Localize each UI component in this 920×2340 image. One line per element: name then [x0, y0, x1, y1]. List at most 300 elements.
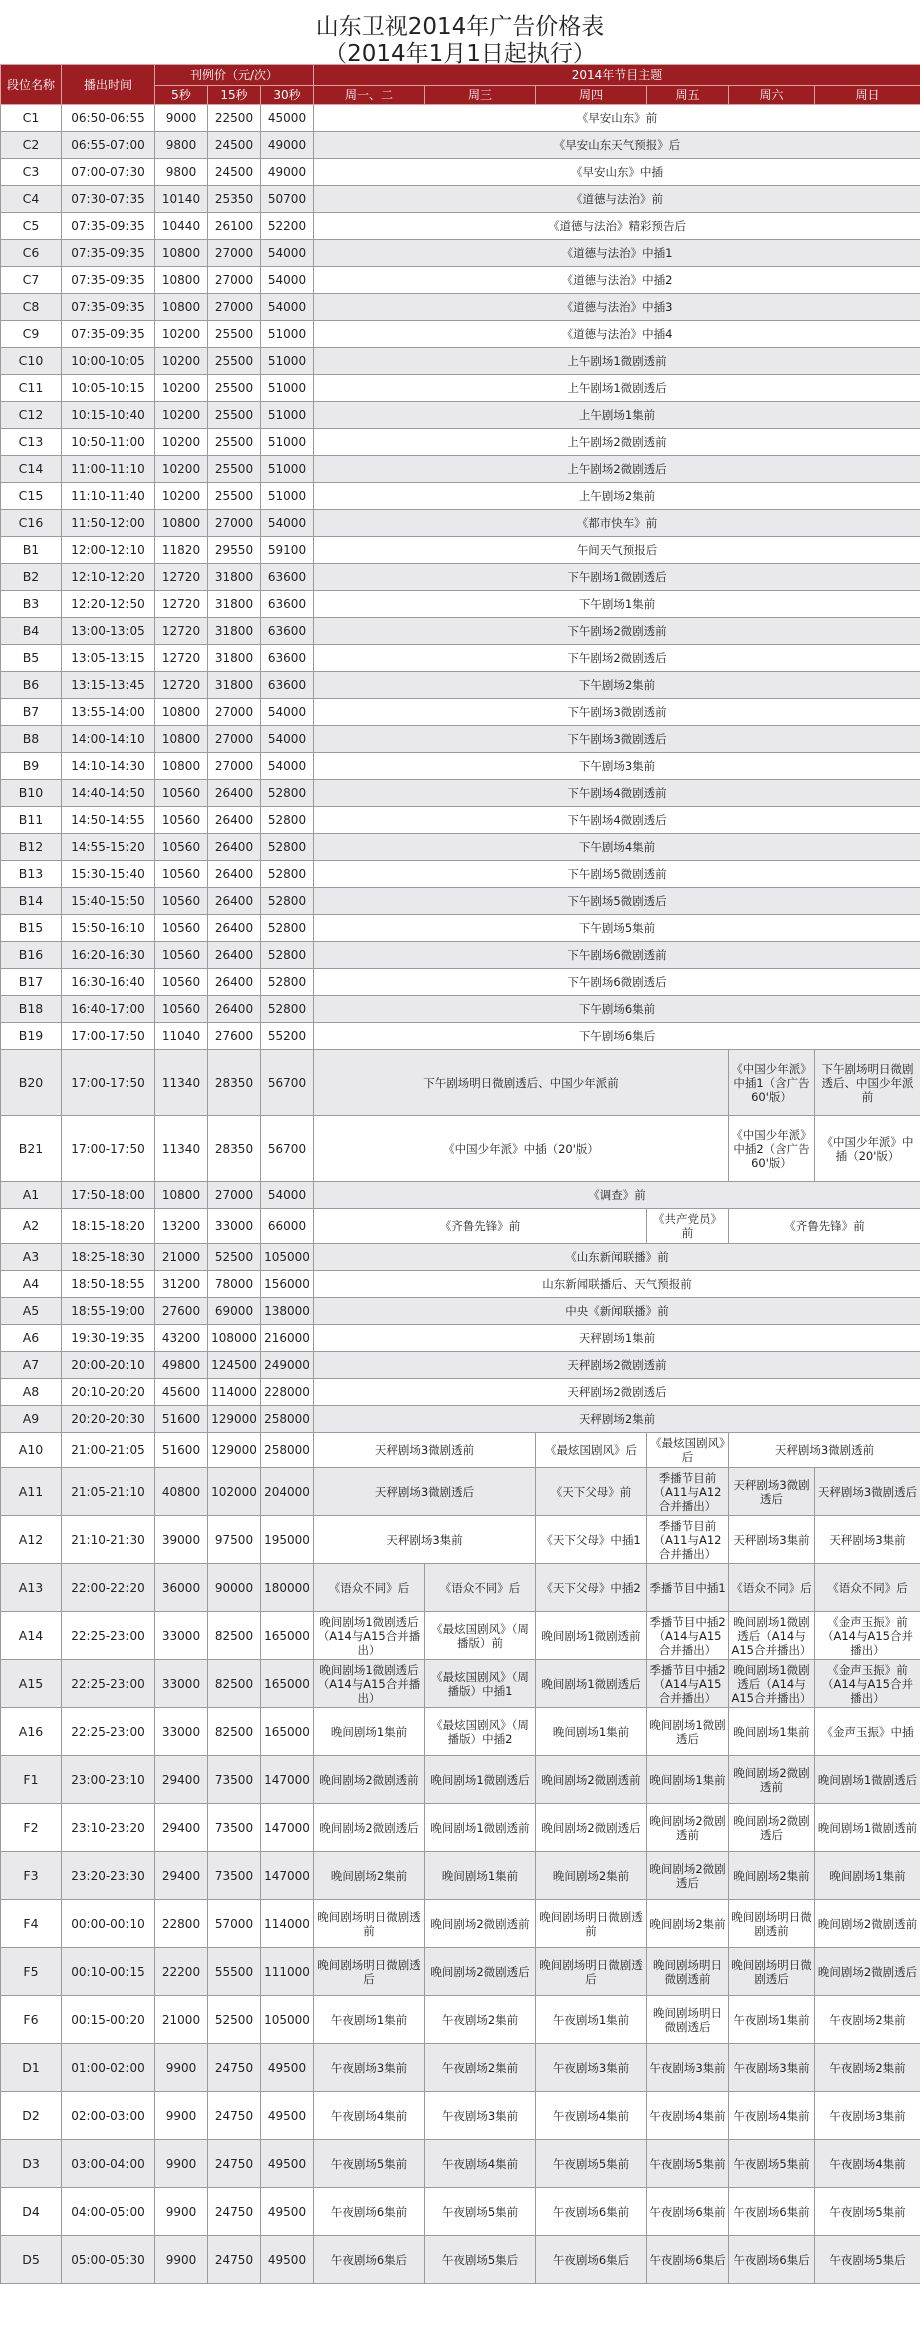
price-30s-cell: 52800	[261, 834, 314, 861]
price-5s-cell: 43200	[155, 1325, 208, 1352]
price-5s-cell: 12720	[155, 564, 208, 591]
program-theme-cell: 《最炫国剧风》（周播版）中插2	[425, 1708, 536, 1756]
program-theme-cell: 天秤剧场3集前	[729, 1516, 815, 1564]
price-5s-cell: 51600	[155, 1433, 208, 1468]
slot-id-cell: B17	[1, 969, 62, 996]
program-theme-cell: 天秤剧场3集前	[314, 1516, 536, 1564]
slot-id-cell: B8	[1, 726, 62, 753]
table-row	[1, 1325, 920, 1352]
price-15s-cell: 24500	[208, 159, 261, 186]
program-theme-cell: 天秤剧场3微剧透后	[314, 1468, 536, 1516]
price-15s-cell: 25500	[208, 375, 261, 402]
table-row	[1, 1660, 920, 1708]
price-30s-cell: 49500	[261, 2140, 314, 2188]
air-time-cell: 13:00-13:05	[62, 618, 155, 645]
program-theme-cell: 午夜剧场6集前	[729, 2188, 815, 2236]
price-30s-cell: 52800	[261, 861, 314, 888]
air-time-cell: 10:05-10:15	[62, 375, 155, 402]
table-row	[1, 1116, 920, 1182]
price-30s-cell: 63600	[261, 618, 314, 645]
air-time-cell: 12:10-12:20	[62, 564, 155, 591]
program-theme-cell: 晚间剧场明日微剧透前	[647, 1948, 729, 1996]
table-row	[1, 591, 920, 618]
table-row	[1, 1182, 920, 1209]
table-row	[1, 699, 920, 726]
air-time-cell: 07:35-09:35	[62, 294, 155, 321]
price-15s-cell: 31800	[208, 672, 261, 699]
table-row	[1, 1298, 920, 1325]
price-5s-cell: 10800	[155, 267, 208, 294]
price-15s-cell: 24750	[208, 2140, 261, 2188]
price-15s-cell: 26400	[208, 888, 261, 915]
program-theme-cell: 晚间剧场1集前	[815, 1852, 920, 1900]
program-theme-cell: 晚间剧场明日微剧透前	[729, 1900, 815, 1948]
air-time-cell: 22:25-23:00	[62, 1612, 155, 1660]
title-line-2: （2014年1月1日起执行）	[324, 41, 596, 67]
table-body	[1, 105, 920, 2284]
table-row	[1, 1271, 920, 1298]
program-theme-cell: 下午剧场明日微剧透后、中国少年派前	[815, 1050, 920, 1116]
air-time-cell: 16:40-17:00	[62, 996, 155, 1023]
air-time-cell: 17:00-17:50	[62, 1023, 155, 1050]
slot-id-cell: C2	[1, 132, 62, 159]
price-30s-cell: 52800	[261, 888, 314, 915]
program-theme-cell: 晚间剧场1微剧透后（A14与A15合并播出）	[729, 1612, 815, 1660]
slot-id-cell: C3	[1, 159, 62, 186]
price-15s-cell: 27000	[208, 753, 261, 780]
price-5s-cell: 13200	[155, 1209, 208, 1244]
price-15s-cell: 28350	[208, 1116, 261, 1182]
price-15s-cell: 28350	[208, 1050, 261, 1116]
price-30s-cell: 195000	[261, 1516, 314, 1564]
program-theme-cell: 午夜剧场3集前	[647, 2044, 729, 2092]
program-theme-cell: 《天下父母》前	[536, 1468, 647, 1516]
table-row	[1, 888, 920, 915]
air-time-cell: 17:00-17:50	[62, 1116, 155, 1182]
price-5s-cell: 11040	[155, 1023, 208, 1050]
price-5s-cell: 10560	[155, 996, 208, 1023]
price-15s-cell: 82500	[208, 1660, 261, 1708]
program-theme-cell: 《道德与法治》前	[314, 186, 920, 213]
slot-id-cell: D3	[1, 2140, 62, 2188]
price-5s-cell: 11340	[155, 1116, 208, 1182]
program-theme-cell: 天秤剧场2微剧透后	[314, 1379, 920, 1406]
table-row	[1, 375, 920, 402]
air-time-cell: 20:20-20:30	[62, 1406, 155, 1433]
price-15s-cell: 82500	[208, 1612, 261, 1660]
slot-id-cell: B15	[1, 915, 62, 942]
price-5s-cell: 10200	[155, 402, 208, 429]
program-theme-cell: 晚间剧场1微剧透后（A14与A15合并播出）	[314, 1612, 425, 1660]
ad-price-table	[0, 64, 920, 2284]
air-time-cell: 18:50-18:55	[62, 1271, 155, 1298]
program-theme-cell: 天秤剧场3微剧透后	[729, 1468, 815, 1516]
price-5s-cell: 29400	[155, 1756, 208, 1804]
program-theme-cell: 晚间剧场2微剧透后	[729, 1804, 815, 1852]
table-row	[1, 807, 920, 834]
program-theme-cell: 上午剧场1集前	[314, 402, 920, 429]
price-15s-cell: 26100	[208, 213, 261, 240]
program-theme-cell: 晚间剧场明日微剧透后	[647, 1996, 729, 2044]
program-theme-cell: 下午剧场5微剧透前	[314, 861, 920, 888]
title-line-1: 山东卫视2014年广告价格表	[315, 14, 605, 40]
price-5s-cell: 49800	[155, 1352, 208, 1379]
price-15s-cell: 31800	[208, 618, 261, 645]
price-5s-cell: 10800	[155, 240, 208, 267]
price-30s-cell: 156000	[261, 1271, 314, 1298]
price-15s-cell: 114000	[208, 1379, 261, 1406]
page-title	[0, 0, 920, 67]
price-15s-cell: 26400	[208, 969, 261, 996]
slot-id-cell: B11	[1, 807, 62, 834]
air-time-cell: 23:10-23:20	[62, 1804, 155, 1852]
slot-id-cell: C12	[1, 402, 62, 429]
price-30s-cell: 51000	[261, 321, 314, 348]
price-5s-cell: 12720	[155, 591, 208, 618]
price-15s-cell: 129000	[208, 1433, 261, 1468]
program-theme-cell: 《天下父母》中插1	[536, 1516, 647, 1564]
price-15s-cell: 27000	[208, 294, 261, 321]
price-30s-cell: 54000	[261, 753, 314, 780]
slot-id-cell: B13	[1, 861, 62, 888]
air-time-cell: 16:30-16:40	[62, 969, 155, 996]
price-15s-cell: 33000	[208, 1209, 261, 1244]
program-theme-cell: 午间天气预报后	[314, 537, 920, 564]
program-theme-cell: 午夜剧场6集后	[314, 2236, 425, 2284]
table-row	[1, 780, 920, 807]
slot-id-cell: C6	[1, 240, 62, 267]
program-theme-cell: 午夜剧场2集前	[815, 1996, 920, 2044]
program-theme-cell: 《共产党员》前	[647, 1209, 729, 1244]
price-15s-cell: 82500	[208, 1708, 261, 1756]
air-time-cell: 00:10-00:15	[62, 1948, 155, 1996]
program-theme-cell: 下午剧场5集前	[314, 915, 920, 942]
program-theme-cell: 《金声玉振》前（A14与A15合并播出）	[815, 1660, 920, 1708]
air-time-cell: 15:30-15:40	[62, 861, 155, 888]
air-time-cell: 12:20-12:50	[62, 591, 155, 618]
program-theme-cell: 晚间剧场1微剧透后	[536, 1660, 647, 1708]
air-time-cell: 23:20-23:30	[62, 1852, 155, 1900]
price-15s-cell: 27600	[208, 1023, 261, 1050]
program-theme-cell: 下午剧场2微剧透后	[314, 645, 920, 672]
air-time-cell: 11:00-11:10	[62, 456, 155, 483]
program-theme-cell: 午夜剧场2集前	[815, 2044, 920, 2092]
slot-id-cell: A13	[1, 1564, 62, 1612]
price-5s-cell: 9900	[155, 2236, 208, 2284]
table-row	[1, 1900, 920, 1948]
price-15s-cell: 52500	[208, 1996, 261, 2044]
price-15s-cell: 25500	[208, 483, 261, 510]
program-theme-cell: 下午剧场4集前	[314, 834, 920, 861]
program-theme-cell: 《金声玉振》中插	[815, 1708, 920, 1756]
price-30s-cell: 216000	[261, 1325, 314, 1352]
program-theme-cell: 《齐鲁先锋》前	[314, 1209, 647, 1244]
slot-id-cell: C14	[1, 456, 62, 483]
program-theme-cell: 晚间剧场1微剧透后	[425, 1756, 536, 1804]
price-5s-cell: 10560	[155, 807, 208, 834]
slot-id-cell: C11	[1, 375, 62, 402]
program-theme-cell: 午夜剧场5集后	[815, 2236, 920, 2284]
price-5s-cell: 9900	[155, 2188, 208, 2236]
table-row	[1, 321, 920, 348]
price-15s-cell: 90000	[208, 1564, 261, 1612]
program-theme-cell: 《语众不同》后	[314, 1564, 425, 1612]
program-theme-cell: 午夜剧场5集前	[314, 2140, 425, 2188]
program-theme-cell: 午夜剧场2集前	[425, 2044, 536, 2092]
table-row	[1, 969, 920, 996]
program-theme-cell: 《道德与法治》中插4	[314, 321, 920, 348]
program-theme-cell: 晚间剧场明日微剧透前	[314, 1900, 425, 1948]
air-time-cell: 18:25-18:30	[62, 1244, 155, 1271]
air-time-cell: 14:55-15:20	[62, 834, 155, 861]
price-15s-cell: 29550	[208, 537, 261, 564]
header-thu: 周四	[536, 86, 647, 105]
price-30s-cell: 228000	[261, 1379, 314, 1406]
price-5s-cell: 9800	[155, 132, 208, 159]
slot-id-cell: D1	[1, 2044, 62, 2092]
program-theme-cell: 午夜剧场6集后	[647, 2236, 729, 2284]
program-theme-cell: 《语众不同》后	[815, 1564, 920, 1612]
program-theme-cell: 下午剧场1集前	[314, 591, 920, 618]
air-time-cell: 21:00-21:05	[62, 1433, 155, 1468]
slot-id-cell: F2	[1, 1804, 62, 1852]
air-time-cell: 10:15-10:40	[62, 402, 155, 429]
program-theme-cell: 《最炫国剧风》（周播版）前	[425, 1612, 536, 1660]
air-time-cell: 18:55-19:00	[62, 1298, 155, 1325]
air-time-cell: 13:55-14:00	[62, 699, 155, 726]
slot-id-cell: B20	[1, 1050, 62, 1116]
price-15s-cell: 24750	[208, 2188, 261, 2236]
program-theme-cell: 《金声玉振》前（A14与A15合并播出）	[815, 1612, 920, 1660]
price-15s-cell: 26400	[208, 834, 261, 861]
price-5s-cell: 10560	[155, 969, 208, 996]
price-30s-cell: 52200	[261, 213, 314, 240]
price-30s-cell: 147000	[261, 1804, 314, 1852]
table-row	[1, 753, 920, 780]
slot-id-cell: C5	[1, 213, 62, 240]
price-5s-cell: 21000	[155, 1244, 208, 1271]
price-5s-cell: 27600	[155, 1298, 208, 1325]
air-time-cell: 13:15-13:45	[62, 672, 155, 699]
price-30s-cell: 49500	[261, 2092, 314, 2140]
slot-id-cell: A14	[1, 1612, 62, 1660]
price-5s-cell: 10560	[155, 861, 208, 888]
program-theme-cell: 季播节目中插1	[647, 1564, 729, 1612]
program-theme-cell: 《道德与法治》中插3	[314, 294, 920, 321]
program-theme-cell: 午夜剧场3集前	[815, 2092, 920, 2140]
slot-id-cell: A7	[1, 1352, 62, 1379]
table-row	[1, 1948, 920, 1996]
price-30s-cell: 52800	[261, 942, 314, 969]
slot-id-cell: C10	[1, 348, 62, 375]
program-theme-cell: 《道德与法治》中插1	[314, 240, 920, 267]
table-row	[1, 861, 920, 888]
table-row	[1, 132, 920, 159]
price-15s-cell: 24750	[208, 2092, 261, 2140]
price-5s-cell: 12720	[155, 672, 208, 699]
program-theme-cell: 午夜剧场4集前	[729, 2092, 815, 2140]
program-theme-cell: 晚间剧场2集前	[647, 1900, 729, 1948]
slot-id-cell: B2	[1, 564, 62, 591]
program-theme-cell: 晚间剧场1微剧透后（A14与A15合并播出）	[314, 1660, 425, 1708]
price-5s-cell: 11820	[155, 537, 208, 564]
table-row	[1, 1804, 920, 1852]
program-theme-cell: 晚间剧场2微剧透后	[425, 1948, 536, 1996]
program-theme-cell: 晚间剧场2集前	[729, 1852, 815, 1900]
price-5s-cell: 36000	[155, 1564, 208, 1612]
price-5s-cell: 51600	[155, 1406, 208, 1433]
price-5s-cell: 10800	[155, 1182, 208, 1209]
price-15s-cell: 55500	[208, 1948, 261, 1996]
price-15s-cell: 129000	[208, 1406, 261, 1433]
air-time-cell: 22:00-22:20	[62, 1564, 155, 1612]
program-theme-cell: 晚间剧场1微剧透前	[815, 1804, 920, 1852]
program-theme-cell: 《调查》前	[314, 1182, 920, 1209]
air-time-cell: 06:50-06:55	[62, 105, 155, 132]
program-theme-cell: 午夜剧场6集后	[536, 2236, 647, 2284]
program-theme-cell: 《道德与法治》精彩预告后	[314, 213, 920, 240]
price-5s-cell: 10440	[155, 213, 208, 240]
table-row	[1, 105, 920, 132]
price-30s-cell: 54000	[261, 510, 314, 537]
air-time-cell: 07:35-09:35	[62, 267, 155, 294]
price-30s-cell: 54000	[261, 1182, 314, 1209]
program-theme-cell: 下午剧场4微剧透前	[314, 780, 920, 807]
table-row	[1, 1996, 920, 2044]
program-theme-cell: 上午剧场1微剧透前	[314, 348, 920, 375]
program-theme-cell: 午夜剧场3集前	[425, 2092, 536, 2140]
air-time-cell: 07:35-09:35	[62, 213, 155, 240]
program-theme-cell: 午夜剧场4集前	[536, 2092, 647, 2140]
program-theme-cell: 晚间剧场2集前	[314, 1852, 425, 1900]
program-theme-cell: 下午剧场3微剧透前	[314, 699, 920, 726]
program-theme-cell: 《语众不同》后	[729, 1564, 815, 1612]
air-time-cell: 06:55-07:00	[62, 132, 155, 159]
slot-id-cell: A15	[1, 1660, 62, 1708]
price-15s-cell: 78000	[208, 1271, 261, 1298]
price-30s-cell: 105000	[261, 1996, 314, 2044]
price-30s-cell: 66000	[261, 1209, 314, 1244]
program-theme-cell: 午夜剧场1集前	[536, 1996, 647, 2044]
slot-id-cell: F6	[1, 1996, 62, 2044]
slot-id-cell: B9	[1, 753, 62, 780]
price-5s-cell: 12720	[155, 645, 208, 672]
price-30s-cell: 54000	[261, 294, 314, 321]
program-theme-cell: 晚间剧场2微剧透前	[314, 1756, 425, 1804]
header-fri: 周五	[647, 86, 729, 105]
price-30s-cell: 51000	[261, 483, 314, 510]
slot-id-cell: A12	[1, 1516, 62, 1564]
air-time-cell: 17:00-17:50	[62, 1050, 155, 1116]
table-row	[1, 1023, 920, 1050]
table-row	[1, 645, 920, 672]
price-30s-cell: 52800	[261, 780, 314, 807]
price-30s-cell: 51000	[261, 348, 314, 375]
price-5s-cell: 40800	[155, 1468, 208, 1516]
table-row	[1, 1209, 920, 1244]
slot-id-cell: A9	[1, 1406, 62, 1433]
program-theme-cell: 晚间剧场明日微剧透后	[536, 1948, 647, 1996]
table-row	[1, 996, 920, 1023]
program-theme-cell: 晚间剧场明日微剧透后	[729, 1948, 815, 1996]
price-15s-cell: 27000	[208, 510, 261, 537]
program-theme-cell: 午夜剧场5集前	[647, 2140, 729, 2188]
air-time-cell: 05:00-05:30	[62, 2236, 155, 2284]
table-row	[1, 240, 920, 267]
table-row	[1, 564, 920, 591]
price-15s-cell: 26400	[208, 780, 261, 807]
price-15s-cell: 27000	[208, 699, 261, 726]
price-30s-cell: 52800	[261, 915, 314, 942]
header-wed: 周三	[425, 86, 536, 105]
program-theme-cell: 《最炫国剧风》（周播版）中插1	[425, 1660, 536, 1708]
price-15s-cell: 124500	[208, 1352, 261, 1379]
price-15s-cell: 97500	[208, 1516, 261, 1564]
price-30s-cell: 249000	[261, 1352, 314, 1379]
price-30s-cell: 165000	[261, 1612, 314, 1660]
table-row	[1, 672, 920, 699]
program-theme-cell: 天秤剧场2微剧透前	[314, 1352, 920, 1379]
program-theme-cell: 晚间剧场2微剧透前	[729, 1756, 815, 1804]
slot-id-cell: C4	[1, 186, 62, 213]
slot-id-cell: B6	[1, 672, 62, 699]
slot-id-cell: A10	[1, 1433, 62, 1468]
program-theme-cell: 下午剧场5微剧透后	[314, 888, 920, 915]
slot-id-cell: A8	[1, 1379, 62, 1406]
price-15s-cell: 69000	[208, 1298, 261, 1325]
program-theme-cell: 《早安山东天气预报》后	[314, 132, 920, 159]
price-15s-cell: 27000	[208, 267, 261, 294]
air-time-cell: 14:40-14:50	[62, 780, 155, 807]
slot-id-cell: A1	[1, 1182, 62, 1209]
price-5s-cell: 10800	[155, 510, 208, 537]
price-5s-cell: 33000	[155, 1660, 208, 1708]
slot-id-cell: A4	[1, 1271, 62, 1298]
slot-id-cell: B12	[1, 834, 62, 861]
air-time-cell: 04:00-05:00	[62, 2188, 155, 2236]
price-5s-cell: 10800	[155, 726, 208, 753]
program-theme-cell: 午夜剧场5集前	[729, 2140, 815, 2188]
program-theme-cell: 晚间剧场2集前	[536, 1852, 647, 1900]
price-15s-cell: 57000	[208, 1900, 261, 1948]
price-15s-cell: 26400	[208, 996, 261, 1023]
header-mon-tue: 周一、二	[314, 86, 425, 105]
price-30s-cell: 147000	[261, 1852, 314, 1900]
air-time-cell: 21:05-21:10	[62, 1468, 155, 1516]
air-time-cell: 22:25-23:00	[62, 1708, 155, 1756]
price-30s-cell: 63600	[261, 645, 314, 672]
table-row	[1, 915, 920, 942]
header-price: 刊例价（元/次）	[155, 65, 314, 86]
program-theme-cell: 下午剧场明日微剧透后、中国少年派前	[314, 1050, 729, 1116]
price-30s-cell: 49500	[261, 2188, 314, 2236]
program-theme-cell: 下午剧场2微剧透前	[314, 618, 920, 645]
price-5s-cell: 10200	[155, 429, 208, 456]
price-5s-cell: 9800	[155, 159, 208, 186]
price-30s-cell: 258000	[261, 1433, 314, 1468]
table-header	[1, 65, 920, 105]
table-row	[1, 726, 920, 753]
air-time-cell: 13:05-13:15	[62, 645, 155, 672]
table-row	[1, 1050, 920, 1116]
table-row	[1, 213, 920, 240]
price-15s-cell: 25500	[208, 429, 261, 456]
slot-id-cell: C15	[1, 483, 62, 510]
table-row	[1, 1468, 920, 1516]
program-theme-cell: 午夜剧场6集前	[647, 2188, 729, 2236]
program-theme-cell: 下午剧场6微剧透后	[314, 969, 920, 996]
air-time-cell: 15:50-16:10	[62, 915, 155, 942]
